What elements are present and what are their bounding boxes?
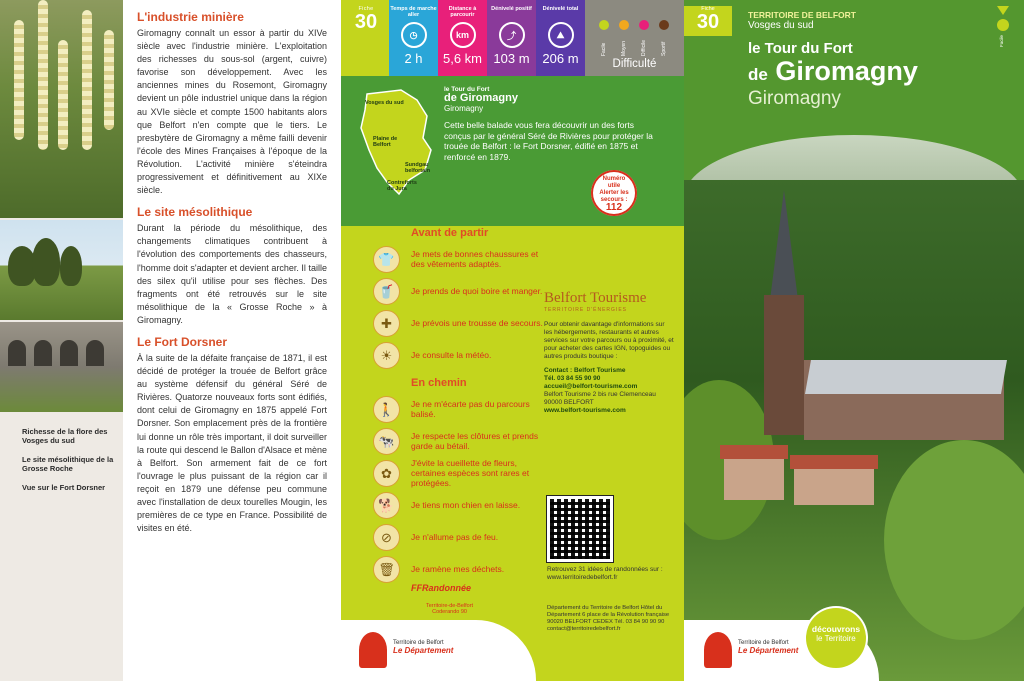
route-stats <box>389 0 585 76</box>
stat-time-value: 2 h <box>404 51 423 66</box>
first-aid-icon: ✚ <box>373 310 400 337</box>
intro-title <box>444 86 518 113</box>
department-line1: Territoire de Belfort <box>393 640 444 646</box>
cover-region <box>748 10 856 31</box>
belfort-tourisme-block <box>544 290 674 415</box>
rule-item <box>373 393 543 425</box>
emergency-badge <box>591 170 637 216</box>
history-text-column <box>123 0 341 681</box>
distance-icon: km <box>450 22 476 48</box>
photo-captions <box>22 427 118 502</box>
sun-icon: ☀ <box>373 342 400 369</box>
emergency-line3: Alerter les secours : <box>599 190 629 203</box>
fiche-label: Fiche <box>358 6 374 12</box>
caption-fort: Vue sur le Fort Dorsner <box>22 483 106 492</box>
ffrandonnee-subtitle <box>426 603 473 615</box>
trash-icon: 🗑 <box>373 556 400 583</box>
ffrandonnee-logo: FFRandonnée <box>411 583 471 593</box>
section-text-fort: À la suite de la défaite française de 1871, il est décidé de protéger la trouée de Belfort grâce au système défensif du général Séré de Rivières. Quatorze nouveaux forts sont édifiés, dont celui de Giromagny en 1875 appelé Fort Dorsner. Son emplacement près de la frontière lui donne un rôle très important, il doit surveiller la route qui descend le Ballon d'Alsace et mène à Belfort. Son armement fait de ce fort l'ouvrage le plus puissant de la région car il reçoit en 1879 une défense peu commune avec l'installation de deux tourelles Mougin, les premières de ce type en France. Possibilité de visites en été. <box>137 352 327 534</box>
fiche-number: 30 <box>354 11 378 33</box>
difficulty-label-medium: Moyen <box>621 40 627 56</box>
department-line2: Le Département <box>393 646 454 655</box>
stat-elevation-total-value: 206 m <box>542 51 579 66</box>
rule-text: Je tiens mon chien en laisse. <box>411 500 521 510</box>
stat-time-label: Temps de marche aller <box>390 6 437 18</box>
section-heading-mesolithic: Le site mésolithique <box>137 205 253 220</box>
fort-dorsner-photo <box>0 322 123 412</box>
flora-photo <box>0 0 123 218</box>
discover-line1: découvrons <box>811 624 861 634</box>
qr-code[interactable] <box>547 496 613 562</box>
cover-department-name <box>738 640 798 654</box>
stat-time <box>389 0 438 76</box>
caption-flora: Richesse de la flore des Vosges du sud <box>22 427 108 445</box>
rule-text: Je consulte la météo. <box>411 350 492 360</box>
stat-elevation-total <box>536 0 585 76</box>
cover-region-name: TERRITOIRE DE BELFORT <box>748 10 856 20</box>
marker-label: Facile <box>999 35 1004 48</box>
tourisme-contact <box>544 367 674 415</box>
emergency-number: 112 <box>605 202 623 213</box>
map-label-vosges: Vosges du sud <box>365 100 404 106</box>
stat-elevation-gain <box>487 0 536 76</box>
cover-department-logo-icon <box>704 632 732 668</box>
difficulty-dot-medium <box>619 20 629 30</box>
emergency-line2: utile <box>607 183 621 189</box>
section-text-mining: Giromagny connaît un essor à partir du XIVe siècle avec l'industrie minière. L'exploitation des richesses du sous-sol (argent, cuivre) favorise son développement. Avec les anciennes mines du Rosemont, Giromagny devient un pôle industriel unique dans la région au XVIe siècle et compte 1500 habitants alors que Belfort n'en compte que le tiers. Le presbytère de Giromagny a même failli devenir l'école des Mines Françaises à l'époque de la Révolution. L'activité minière s'éteindra progressivement et définitivement au XIXe siècle. <box>137 28 327 196</box>
section-heading-fort: Le Fort Dorsner <box>137 334 228 349</box>
church-tower <box>764 295 804 435</box>
no-fire-icon: ⊘ <box>373 524 400 551</box>
intro-description: Cette belle balade vous fera découvrir un des forts conçus par le général Séré de Rivières pour protéger la trouée de Belfort : le Fort Dorsner, édifié en 1875 et renforcé en 1879. <box>444 120 653 162</box>
department-contact: Département du Territoire de Belfort Hôtel du Département 6 place de la Révolution française 90020 BELFORT CEDEX Tél. 03 84 90 90 90 contact@territoiredebelfort.fr <box>547 605 670 632</box>
rule-item <box>373 339 543 371</box>
cover-subregion: Vosges du sud <box>748 20 814 31</box>
cover-panel <box>684 0 1024 681</box>
practical-info-panel <box>341 0 684 681</box>
cover-title-sub: Giromagny <box>748 88 841 109</box>
difficulty-label-easy: Facile <box>601 42 607 56</box>
photo-column <box>0 0 123 681</box>
cover-title-main <box>748 58 918 88</box>
tourisme-info-text: Pour obtenir davantage d'informations sur les hébergements, restaurants et autres services sur votre parcours ou à proximité, et pour acheter des cartes IGN, topoguides ou autres produits boutique : <box>544 321 674 360</box>
map-label-plaine: Plaine de Belfort <box>373 136 398 148</box>
onway-heading: En chemin <box>411 377 467 389</box>
tourisme-website[interactable]: www.belfort-tourisme.com <box>544 407 626 414</box>
ffrandonnee-sub2: Coderando 90 <box>432 609 467 615</box>
caption-mesolithic: Le site mésolithique de la Grosse Roche <box>22 455 114 473</box>
stat-distance-label: Distance à parcourir <box>448 6 477 18</box>
rule-text: Je mets de bonnes chaussures et des vêtements adaptés. <box>411 249 539 269</box>
belfort-tourisme-tagline: TERRITOIRE D'ÉNERGIES <box>544 307 627 313</box>
stat-distance-value: 5,6 km <box>442 51 482 66</box>
section-heading-mining: L'industrie minière <box>137 10 244 24</box>
rule-text: J'évite la cueillette de fleurs, certaines espèces sont rares et protégées. <box>411 458 530 488</box>
discover-badge <box>806 608 866 668</box>
elevation-gain-icon: ⤴ <box>499 22 525 48</box>
map-label-sundgau: Sundgau belfortain <box>405 162 431 174</box>
stat-elevation-gain-value: 103 m <box>493 51 530 66</box>
rule-item <box>373 425 543 457</box>
rule-item <box>373 521 543 553</box>
church-roof <box>805 360 1007 394</box>
discover-line2: le Territoire <box>816 634 856 643</box>
mountain-icon: ⛰ <box>548 22 574 48</box>
ffrandonnee-sub1: Territoire-de-Belfort <box>426 603 474 609</box>
rule-text: Je ne m'écarte pas du parcours balisé. <box>411 399 530 419</box>
clock-icon: ◷ <box>401 22 427 48</box>
department-name <box>393 640 453 654</box>
difficulty-dot-easy <box>599 20 609 30</box>
intro-title-main: de Giromagny <box>444 92 518 104</box>
intro-title-small: le Tour du Fort <box>444 86 490 93</box>
rule-text: Je prévois une trousse de secours. <box>411 318 543 328</box>
cow-icon: 🐄 <box>373 428 400 455</box>
difficulty-dot-hard <box>639 20 649 30</box>
rule-item <box>373 457 543 489</box>
map-label-jura: Contreforts du Jura <box>387 180 417 192</box>
cover-title-small: le Tour du Fort <box>748 40 853 57</box>
hiking-rules <box>373 227 543 585</box>
stat-elevation-total-label: Dénivelé total <box>542 6 579 12</box>
belfort-tourisme-logo: Belfort Tourisme <box>544 290 647 306</box>
difficulty-label-sport: Sportif <box>661 41 667 56</box>
difficulty-label-hard: Difficile <box>641 39 647 56</box>
difficulty-title: Difficulté <box>612 58 657 70</box>
rule-text: Je ramène mes déchets. <box>411 564 505 574</box>
emergency-line1: Numéro <box>602 176 626 182</box>
rule-text: Je n'allume pas de feu. <box>411 532 499 542</box>
cover-title-giromagny: Giromagny <box>775 56 918 86</box>
rule-item <box>373 489 543 521</box>
cover-fiche-number: 30 <box>696 11 720 33</box>
cover-department-line1: Territoire de Belfort <box>738 640 789 646</box>
cover-fiche-badge <box>684 6 732 36</box>
tourisme-address: Belfort Tourisme 2 bis rue Clemenceau 90000 BELFORT <box>544 391 656 406</box>
before-heading: Avant de partir <box>411 227 489 239</box>
cover-fiche-label: Fiche <box>701 6 715 12</box>
rule-item <box>373 307 543 339</box>
cover-title <box>748 40 918 110</box>
clothing-icon: 👕 <box>373 246 400 273</box>
intro-title-sub: Giromagny <box>444 104 484 113</box>
rule-text: Je respecte les clôtures et prends garde au bétail. <box>411 431 539 451</box>
tourisme-contact-label: Contact : Belfort Tourisme <box>544 367 626 374</box>
difficulty-scale <box>585 0 684 76</box>
tourisme-email[interactable]: accueil@belfort-tourisme.com <box>544 383 638 390</box>
dog-icon: 🐕 <box>373 492 400 519</box>
cover-title-de: de <box>748 65 768 84</box>
water-bottle-icon: 🥤 <box>373 278 400 305</box>
rule-item <box>373 243 543 275</box>
flower-icon: ✿ <box>373 460 400 487</box>
stat-elevation-gain-label: Dénivelé positif <box>491 6 532 12</box>
qr-caption: Retrouvez 31 idées de randonnées sur : www.territoiredebelfort.fr <box>547 566 663 581</box>
department-logo-icon <box>359 632 387 668</box>
section-text-mesolithic: Durant la période du mésolithique, des changements climatiques contribuent à l'évolution des comportements des chasseurs, l'homme doit s'adapter et devient archer. Il taille des silex qu'il utilise pour ses flèches. Des fragments ont été retrouvés sur le site mésolithique de la « Grosse Roche » à Giromagny. <box>137 223 327 325</box>
church-spire <box>770 190 798 300</box>
mesolithic-site-photo <box>0 220 123 320</box>
rule-text: Je prends de quoi boire et manger. <box>411 286 543 296</box>
stat-distance <box>438 0 487 76</box>
marker-circle-icon <box>997 19 1009 31</box>
rule-item <box>373 275 543 307</box>
marker-triangle-icon <box>997 6 1009 15</box>
difficulty-dot-sport <box>659 20 669 30</box>
cover-department-line2: Le Département <box>738 646 799 655</box>
rule-item <box>373 553 543 585</box>
fiche-number-badge <box>341 6 391 34</box>
tourisme-phone: Tél. 03 84 55 90 90 <box>544 375 601 382</box>
hikers-icon: 🚶 <box>373 396 400 423</box>
difficulty-marker <box>997 6 1009 47</box>
